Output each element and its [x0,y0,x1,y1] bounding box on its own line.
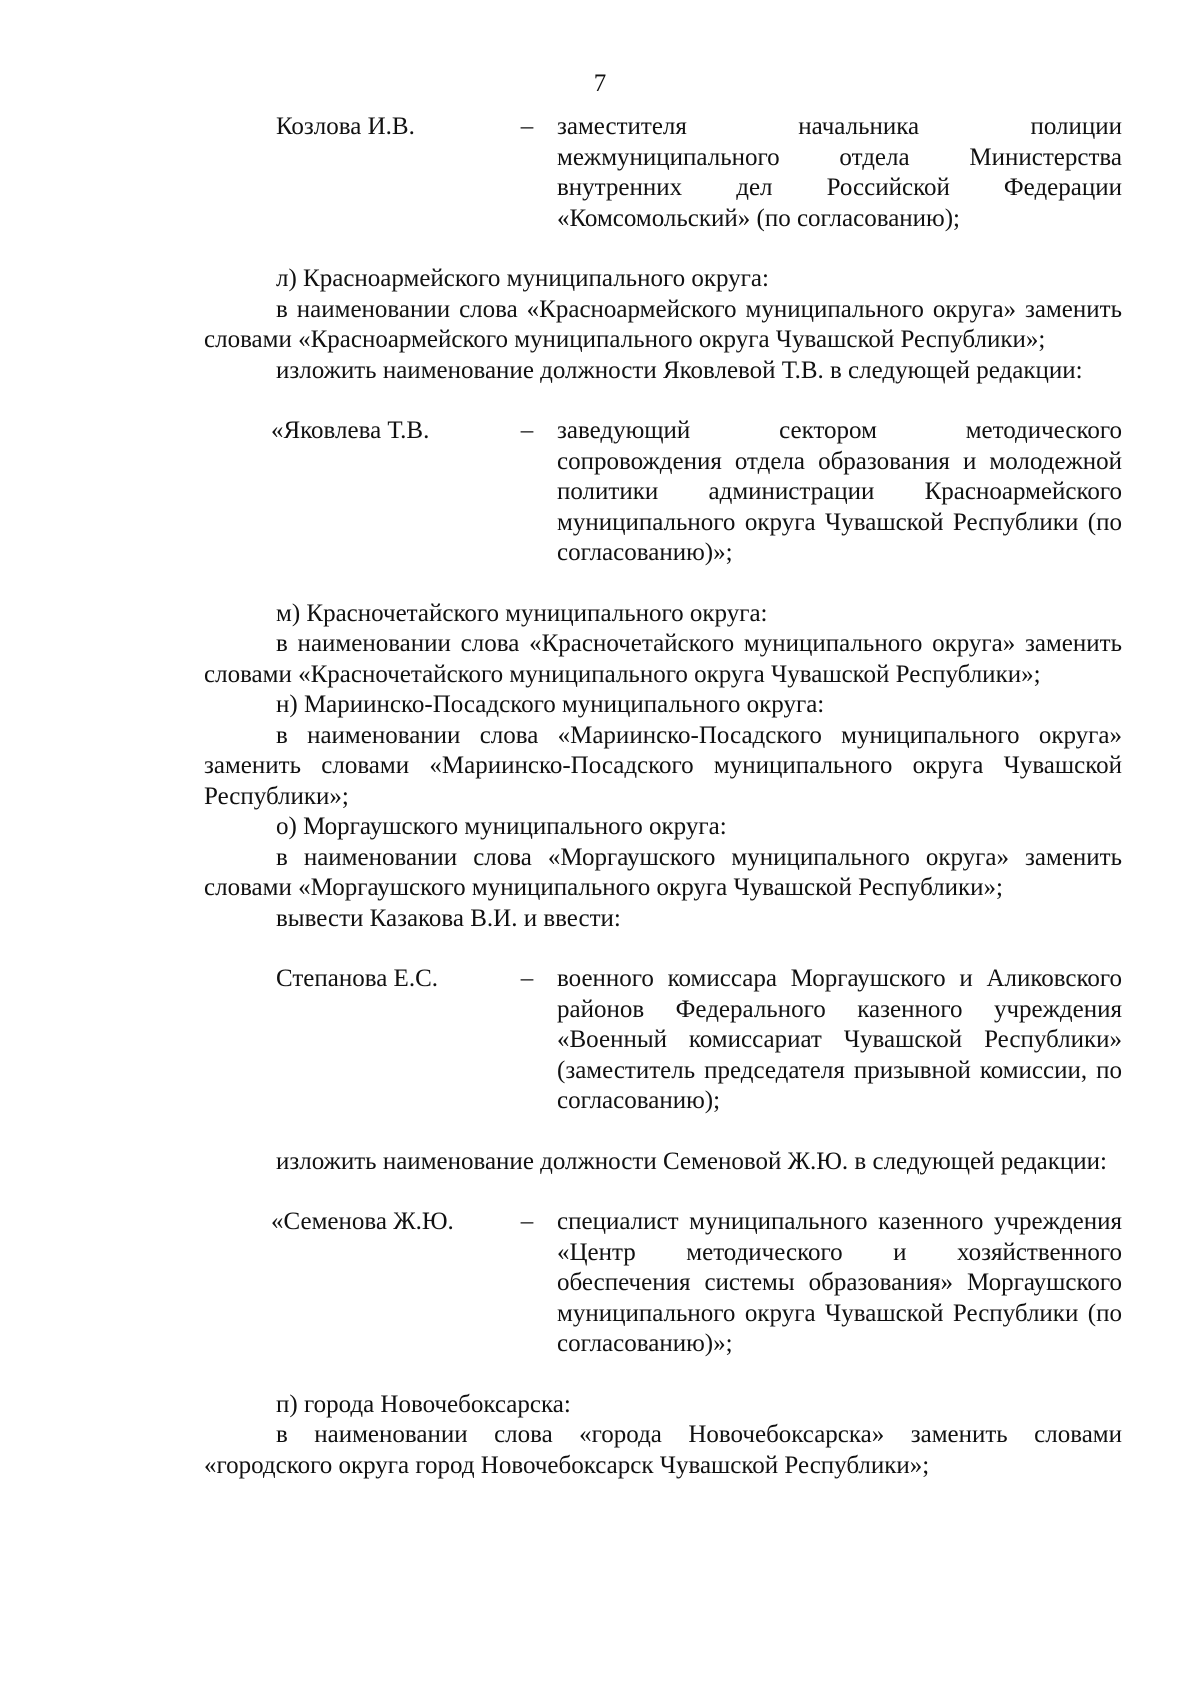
section-heading: п) города Новочебоксарска: [276,1390,571,1418]
section-heading: н) Мариинско-Посадского муниципального округа: [276,691,825,718]
section-heading: м) Красночетайского муниципального округа: [276,599,768,627]
document-body [204,112,1122,1511]
section-p [204,1390,1122,1482]
member-name: Степанова Е.С. [276,965,438,992]
paragraph: в наименовании слова «Красночетайского муниципального округа» заменить словами «Красночетайского муниципального округа Чувашской Республики»; [204,630,1122,688]
member-dash: – [520,417,534,444]
member-dash: – [520,965,534,992]
member-name: Козлова И.В. [276,113,415,140]
page-number: 7 [593,70,607,97]
member-position: военного комиссара Моргаушского и Аликовского районов Федерального казенного учреждения «Военный комиссариат Чувашской Республики» (заместитель председателя призывной комиссии, по согласованию); [557,965,1122,1114]
paragraph: вывести Казакова В.И. и ввести: [276,904,621,932]
member-dash: – [520,1208,534,1235]
paragraph: в наименовании слова «Мариинско-Посадского муниципального округа» заменить словами «Мариинско-Посадского муниципального округа Чувашской Республики»; [204,721,1122,810]
member-position: заместителя начальника полиции межмуниципального отдела Министерства внутренних дел Российской Федерации «Комсомольский» (по согласованию); [557,113,1122,232]
member-name: «Семенова Ж.Ю. [271,1208,454,1235]
paragraph: в наименовании слова «Красноармейского муниципального округа» заменить словами «Красноармейского муниципального округа Чувашской Республики»; [204,295,1122,353]
section-heading: л) Красноармейского муниципального округа: [276,265,769,292]
paragraph: в наименовании слова «Моргаушского муниципального округа» заменить словами «Моргаушского муниципального округа Чувашской Республики»; [204,843,1122,901]
member-position: специалист муниципального казенного учреждения «Центр методического и хозяйственного обеспечения системы образования» Моргаушского муниципального округа Чувашской Республики (по согласованию)»; [557,1208,1122,1357]
paragraph: изложить наименование должности Семеновой Ж.Ю. в следующей редакции: [276,1147,1108,1175]
section-o-continued [204,1147,1122,1178]
member-entry-semenova [204,1207,1122,1360]
member-position: заведующий сектором методического сопровождения отдела образования и молодежной политики администрации Красноармейского муниципального округа Чувашской Республики (по согласованию)»; [557,417,1122,566]
section-heading: о) Моргаушского муниципального округа: [276,813,727,840]
member-entry-kozlova [204,112,1122,234]
member-entry-yakovleva [204,416,1122,569]
sections-m-n-o [204,599,1122,935]
member-dash: – [520,113,534,140]
paragraph: изложить наименование должности Яковлевой Т.В. в следующей редакции: [276,356,1083,384]
section-l [204,264,1122,386]
member-name: «Яковлева Т.В. [271,417,430,444]
member-entry-stepanova [204,964,1122,1117]
paragraph: в наименовании слова «города Новочебоксарска» заменить словами «городского округа город Новочебоксарск Чувашской Республики»; [204,1421,1122,1479]
